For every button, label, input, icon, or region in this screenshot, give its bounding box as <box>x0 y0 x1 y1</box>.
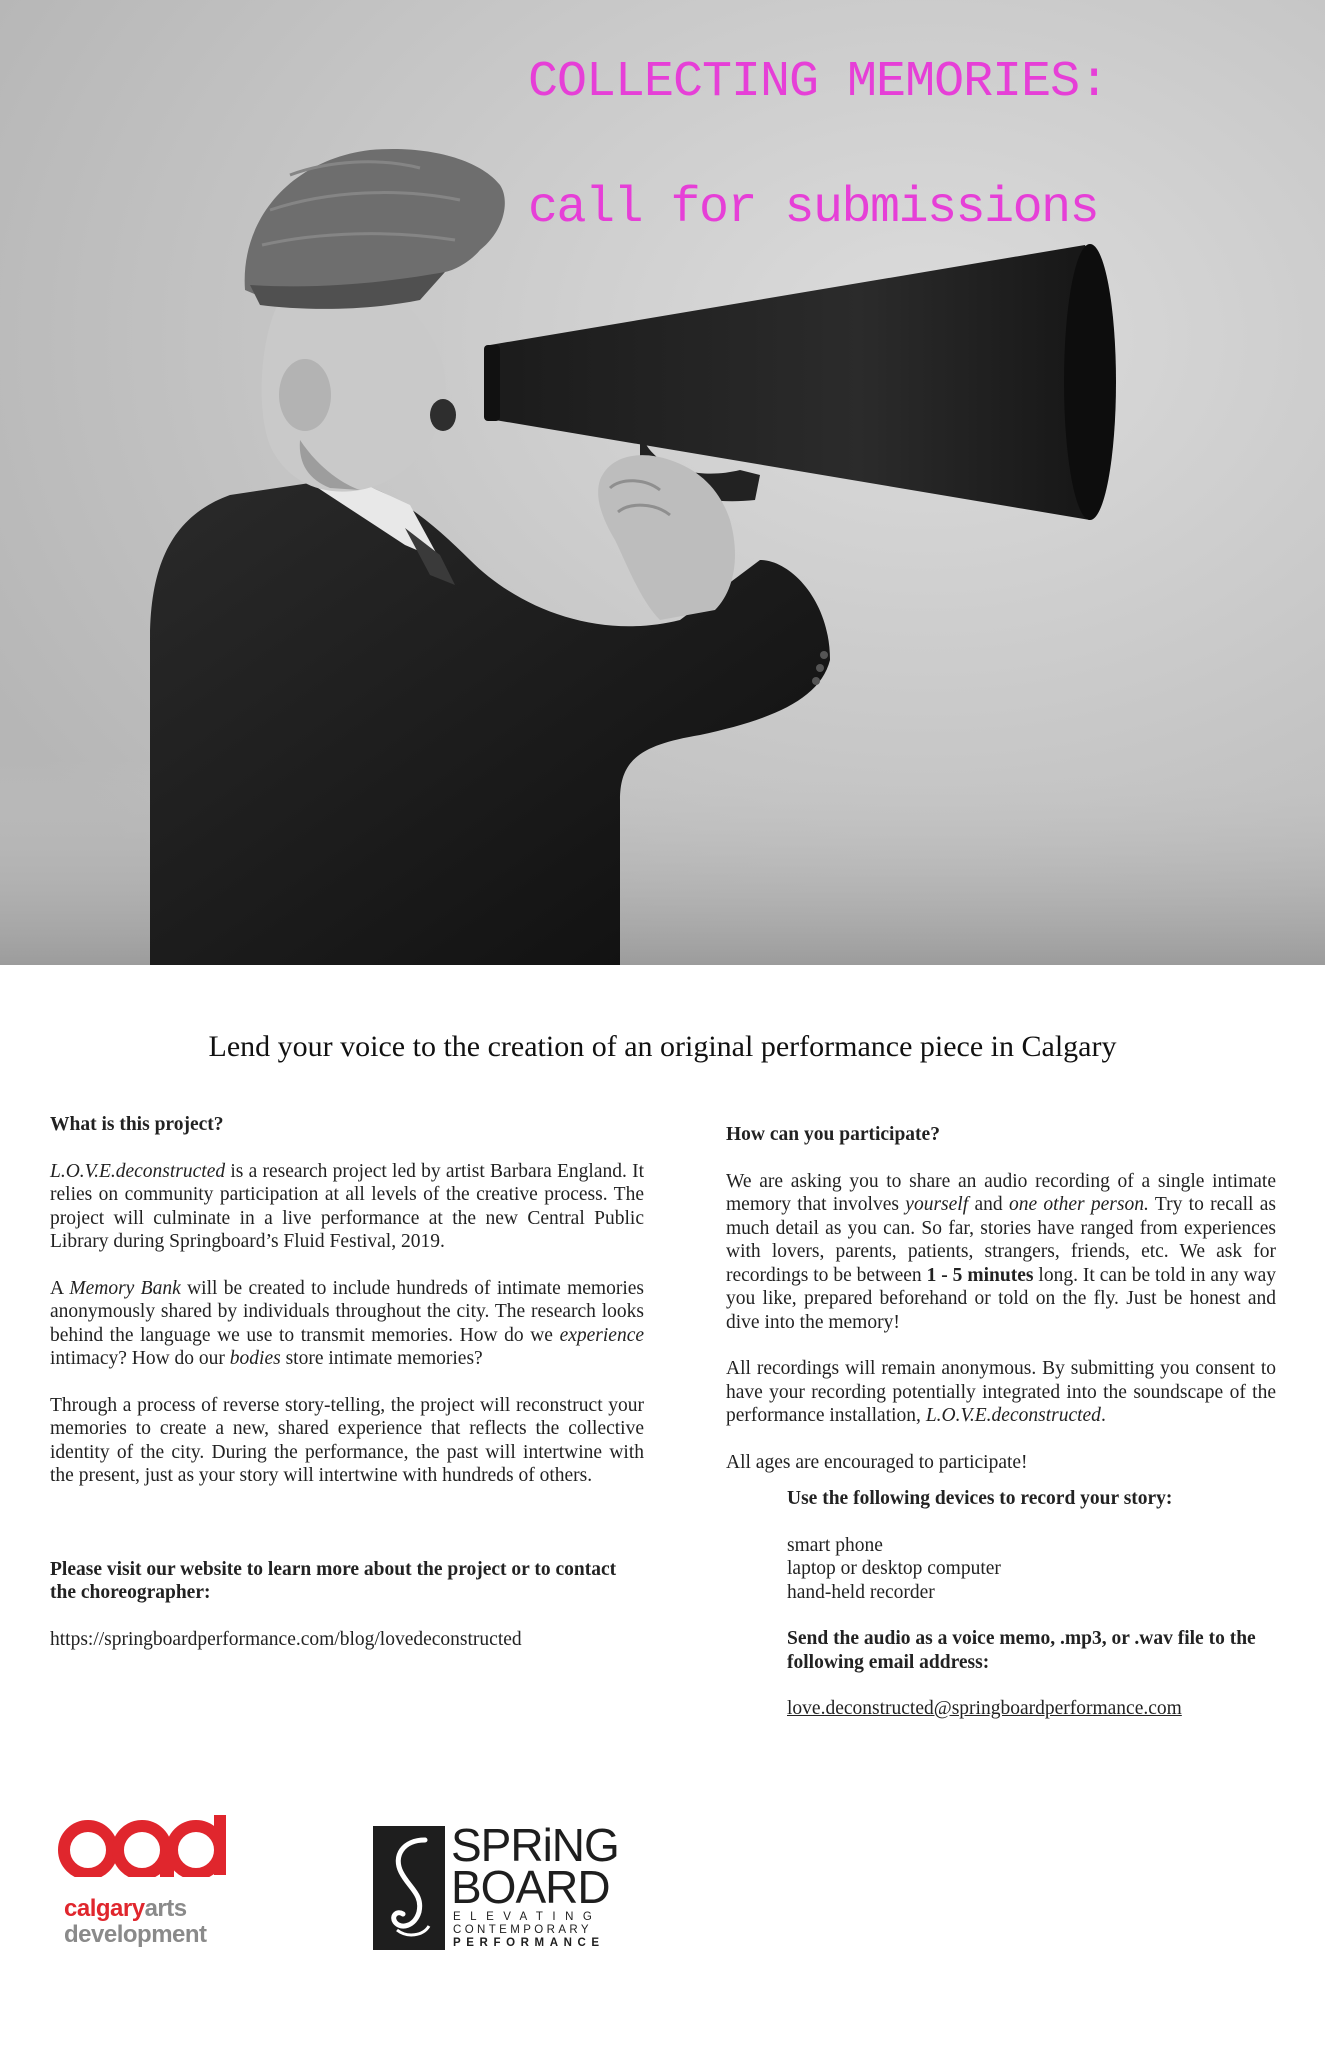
devices-block <box>787 1487 1276 1721</box>
project-url-link[interactable]: https://springboardperformance.com/blog/lovedeconstructed <box>50 1628 522 1650</box>
device-item: hand-held recorder <box>787 1581 935 1603</box>
cad-wordmark-line1: calgaryarts <box>64 1895 187 1922</box>
device-item: smart phone <box>787 1534 883 1556</box>
project-heading: What is this project? <box>50 1114 224 1135</box>
tagline: Lend your voice to the creation of an original performance piece in Calgary <box>208 1030 1117 1063</box>
boy-with-megaphone-illustration <box>0 0 1325 965</box>
all-ages-note: All ages are encouraged to participate! <box>726 1451 1028 1473</box>
cad-wordmark-line2: development <box>64 1921 207 1948</box>
memory-bank-paragraph: A Memory Bank will be created to include hundreds of intimate memories anonymously shared by individuals throughout the city. The research looks behind the language we use to transmit memories. How do we experience intimacy? How do our bodies store intimate memories? <box>50 1277 644 1369</box>
hero-title: COLLECTING MEMORIES: <box>528 54 1109 111</box>
device-item: laptop or desktop computer <box>787 1558 1001 1579</box>
participate-paragraph: We are asking you to share an audio recording of a single intimate memory that involves yourself and one other person. Try to recall as much detail as you can. So far, stories have ranged from experiences with lovers, parents, patients, strangers, friends, etc. We ask for recordings to be between 1 - 5 minutes long. It can be told in any way you like, prepared beforehand or told on the fly. Just be honest and dive into the memory! <box>726 1170 1277 1333</box>
right-column <box>726 1123 1276 1721</box>
cad-mark-icon <box>58 1815 228 1877</box>
hero-subtitle: call for submissions <box>528 180 1099 237</box>
springboard-tagline-1: ELEVATING <box>453 1911 602 1923</box>
participate-heading: How can you participate? <box>726 1124 940 1145</box>
springboard-mark-icon <box>373 1826 445 1950</box>
springboard-tagline-3: PERFORMANCE <box>453 1937 605 1949</box>
springboard-tagline-2: CONTEMPORARY <box>453 1924 592 1936</box>
project-title: L.O.V.E.deconstructed <box>50 1160 226 1182</box>
project-intro-paragraph: L.O.V.E.deconstructed is a research project led by artist Barbara England. It relies on community participation at all levels of the creative process. The project will culminate in a live performance at the new Central Public Library during Springboard’s Fluid Festival, 2019. <box>50 1160 644 1252</box>
calgary-arts-development-logo <box>58 1815 238 1950</box>
send-instructions: Send the audio as a voice memo, .mp3, or .wav file to the following email address: <box>787 1628 1256 1673</box>
email-link[interactable]: love.deconstructed@springboardperformance.com <box>787 1698 1182 1719</box>
visit-website-note: Please visit our website to learn more about the project or to contact the choreographer: <box>50 1558 617 1603</box>
hero-photo <box>0 0 1325 965</box>
springboard-logo <box>373 1819 633 1950</box>
left-column <box>50 1113 644 1651</box>
anonymity-paragraph: All recordings will remain anonymous. By submitting you consent to have your recording potentially integrated into the soundscape of the performance installation, L.O.V.E.deconstructed. <box>726 1358 1276 1426</box>
springboard-word-1: SPRiNG <box>451 1819 619 1871</box>
devices-heading: Use the following devices to record your story: <box>787 1488 1173 1509</box>
springboard-word-2: BOARD <box>451 1861 610 1913</box>
reverse-storytelling-paragraph: Through a process of reverse story-telling, the project will reconstruct your memories to create a new, shared experience that reflects the collective identity of the city. During the performance, the past will intertwine with the present, just as your story will intertwine with hundreds of others. <box>50 1394 644 1486</box>
